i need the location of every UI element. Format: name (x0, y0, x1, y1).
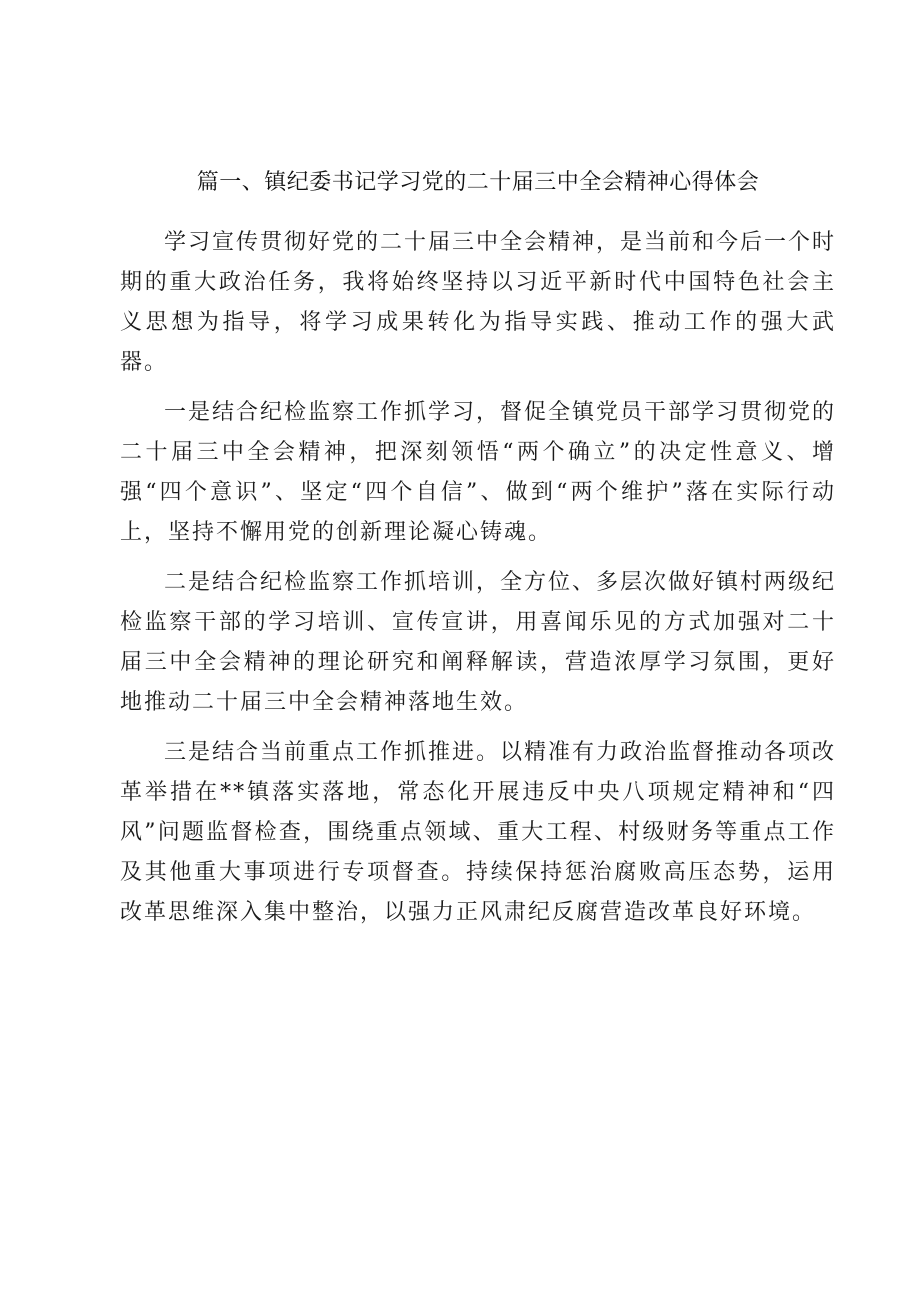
paragraph-training: 二是结合纪检监察工作抓培训，全方位、多层次做好镇村两级纪检监察干部的学习培训、宣传宣讲，用喜闻乐见的方式加强对二十届三中全会精神的理论研究和阐释解读，营造浓厚学习氛围，更好地推动二十届三中全会精神落地生效。 (120, 570, 837, 715)
document-body (120, 223, 836, 943)
paragraph-study: 一是结合纪检监察工作抓学习，督促全镇党员干部学习贯彻党的二十届三中全会精神，把深刻领悟“两个确立”的决定性意义、增强“四个意识”、坚定“四个自信”、做到“两个维护”落在实际行动上，坚持不懈用党的创新理论凝心铸魂。 (120, 400, 837, 545)
paragraph-advance: 三是结合当前重点工作抓推进。以精准有力政治监督推动各项改革举措在**镇落实落地，常态化开展违反中央八项规定精神和“四风”问题监督检查，围绕重点领域、重大工程、村级财务等重点工作及其他重大事项进行专项督查。持续保持惩治腐败高压态势，运用改革思维深入集中整治，以强力正风肃纪反腐营造改革良好环境。 (120, 740, 837, 925)
document-title: 篇一、镇纪委书记学习党的二十届三中全会精神心得体会 (196, 170, 760, 195)
paragraph-intro: 学习宣传贯彻好党的二十届三中全会精神，是当前和今后一个时期的重大政治任务，我将始终坚持以习近平新时代中国特色社会主义思想为指导，将学习成果转化为指导实践、推动工作的强大武器。 (120, 230, 837, 375)
